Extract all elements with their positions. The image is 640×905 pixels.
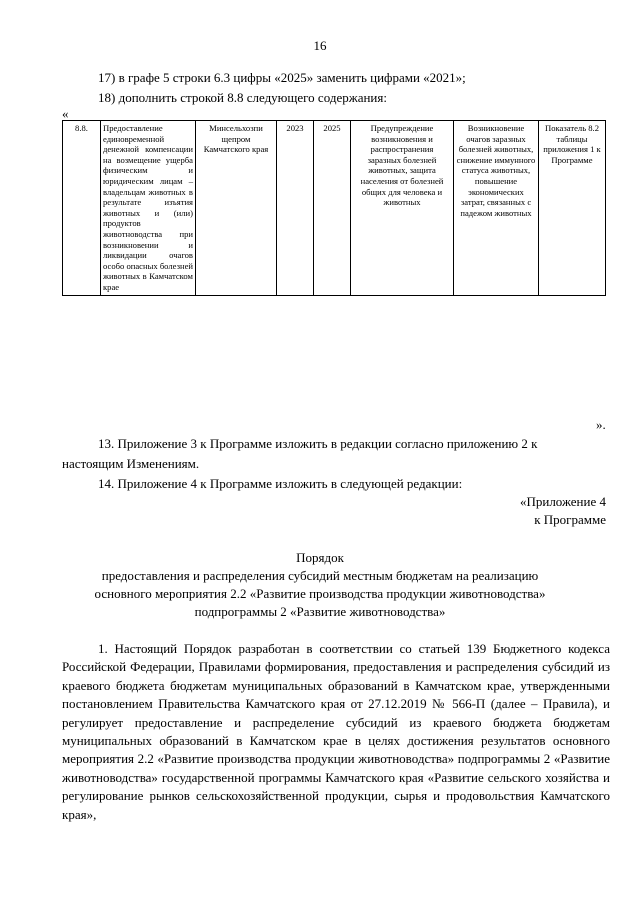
page-number: 16: [313, 38, 327, 53]
table-row: [63, 121, 606, 296]
heading-title: Порядок: [296, 550, 344, 565]
opening-quote: «: [62, 106, 69, 121]
item-14: 14. Приложение 4 к Программе изложить в следующей редакции:: [98, 476, 463, 491]
heading-line-2: основного мероприятия 2.2 «Развитие производства продукции животноводства»: [94, 586, 546, 601]
item-17: 17) в графе 5 строки 6.3 цифры «2025» заменить цифрами «2021»;: [98, 70, 466, 85]
cell-executor: Минсельхозпи щепром Камчатского края: [196, 121, 277, 296]
cell-consequences: Возникновение очагов заразных болезней животных, снижение иммунного статуса животных, повышение экономических затрат, связанных с падежом животных: [454, 121, 539, 296]
paragraph-1: 1. Настоящий Порядок разработан в соответствии со статьей 139 Бюджетного кодекса Российской Федерации, Правилами формирования, предоставления и распределения субсидий из краевого бюджета бюджетам муниципальных образований в Камчатском крае, утвержденными постановлением Правительства Камчатского края от 27.12.2019 № 566-П (далее – Правила), и регулирует предоставление и распределение субсидий из краевого бюджета бюджетам муниципальных образований в Камчатском крае в целях достижения результатов основного мероприятия 2.2 «Развитие производства продукции животноводства» подпрограммы 2 «Развитие животноводства» государственной программы Камчатского края «Развитие сельского хозяйства и регулирование рынков сельскохозяйственной продукции, сырья и продовольствия Камчатского края»,: [62, 641, 610, 822]
appendix-label: «Приложение 4: [519, 494, 606, 509]
program-table: [62, 120, 606, 296]
cell-start-year: 2023: [277, 121, 314, 296]
closing-quote: ».: [596, 417, 606, 432]
heading-line-1: предоставления и распределения субсидий местным бюджетам на реализацию: [101, 568, 539, 583]
appendix-program: к Программе: [534, 512, 606, 527]
heading-line-3: подпрограммы 2 «Развитие животноводства»: [194, 604, 446, 619]
cell-number: 8.8.: [63, 121, 101, 296]
cell-expected-result: Предупреждение возникновения и распространения заразных болезней животных, защита населения от болезней общих для человека и животных: [351, 121, 454, 296]
cell-measure-name: Предоставление единовременной денежной компенсации на возмещение ущерба физическим и юридическим лицам – владельцам животных в результате изъятия животных и (или) продуктов животноводства при возникновении и ликвидации очагов особо опасных болезней животных в Камчатском крае: [101, 121, 196, 296]
cell-end-year: 2025: [314, 121, 351, 296]
item-13-cont: настоящим Изменениям.: [62, 456, 200, 471]
cell-indicator-link: Показатель 8.2 таблицы приложения 1 к Программе: [539, 121, 606, 296]
item-18: 18) дополнить строкой 8.8 следующего содержания:: [98, 90, 387, 105]
item-13: 13. Приложение 3 к Программе изложить в редакции согласно приложению 2 к: [98, 436, 538, 451]
